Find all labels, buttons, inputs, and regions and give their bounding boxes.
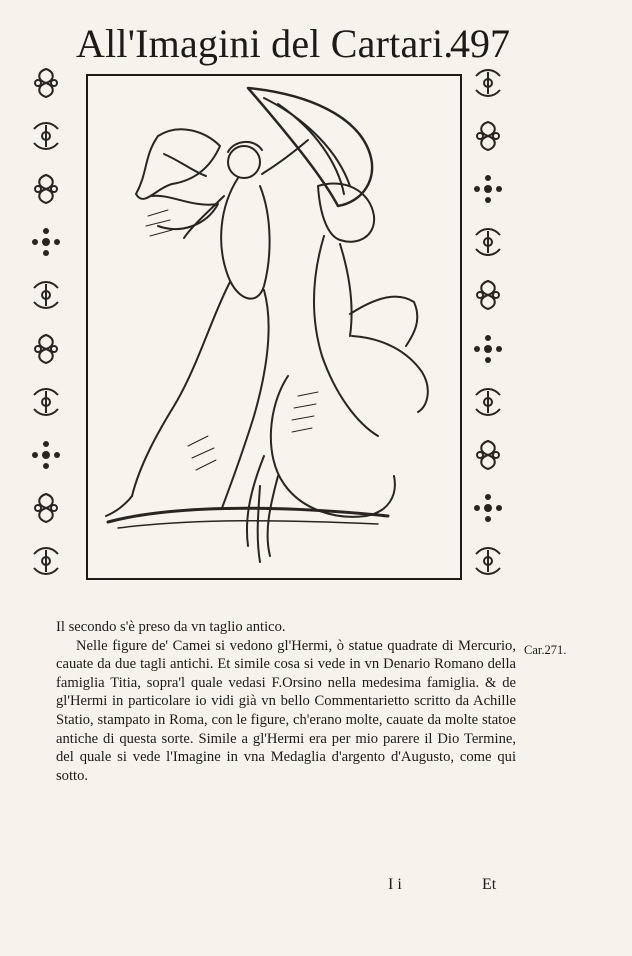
paragraph: Il secondo s'è preso da vn taglio antico. <box>56 619 286 635</box>
running-title: All'Imagini del Cartari. <box>76 21 454 66</box>
fleuron-icon <box>471 544 505 578</box>
woodcut-illustration <box>86 74 462 580</box>
catchword: Et <box>482 876 497 893</box>
fleuron-icon <box>471 385 505 419</box>
paragraph: Nelle figure de' Camei si vedono gl'Hermi, ò statue quadrate di Mercurio, cauate da due tagli antichi. Et simile cosa si vede in vn Denario Romano della famiglia Titia, sopra'l quale vedasi F.Orsino nella medesima famiglia. & de gl'Hermi in particolare io vidi già vn bello Commentarietto scritto da Achille Statio, stampato in Roma, con le figure, ch'erano molte, cauate da molte statoe antiche di questa sorte. Simile a gl'Hermi era per mio parere il Dio Termine, del quale si vede l'Imagine in vna Medaglia d'argento d'Augusto, come qui sotto. <box>56 637 516 784</box>
body-text <box>56 618 516 785</box>
fleuron-icon <box>471 332 505 366</box>
page-header <box>70 16 510 70</box>
fleuron-icon <box>471 225 505 259</box>
hermes-with-centaur-woodcut-icon <box>88 76 460 578</box>
fleuron-icon <box>471 172 505 206</box>
fleuron-icon <box>471 119 505 153</box>
signature-mark: I i <box>388 876 402 893</box>
fleuron-icon <box>29 491 63 525</box>
fleuron-icon <box>29 172 63 206</box>
fleuron-icon <box>29 332 63 366</box>
page-number: 497 <box>450 21 510 66</box>
fleuron-icon <box>29 385 63 419</box>
fleuron-icon <box>29 544 63 578</box>
fleuron-icon <box>471 278 505 312</box>
fleuron-icon <box>29 438 63 472</box>
marginal-note: Car.271. <box>524 643 567 657</box>
fleuron-icon <box>29 278 63 312</box>
fleuron-icon <box>29 225 63 259</box>
right-ornament-border <box>470 66 506 578</box>
left-ornament-border <box>28 66 64 578</box>
fleuron-icon <box>29 119 63 153</box>
fleuron-icon <box>471 66 505 100</box>
fleuron-icon <box>471 438 505 472</box>
fleuron-icon <box>29 66 63 100</box>
fleuron-icon <box>471 491 505 525</box>
